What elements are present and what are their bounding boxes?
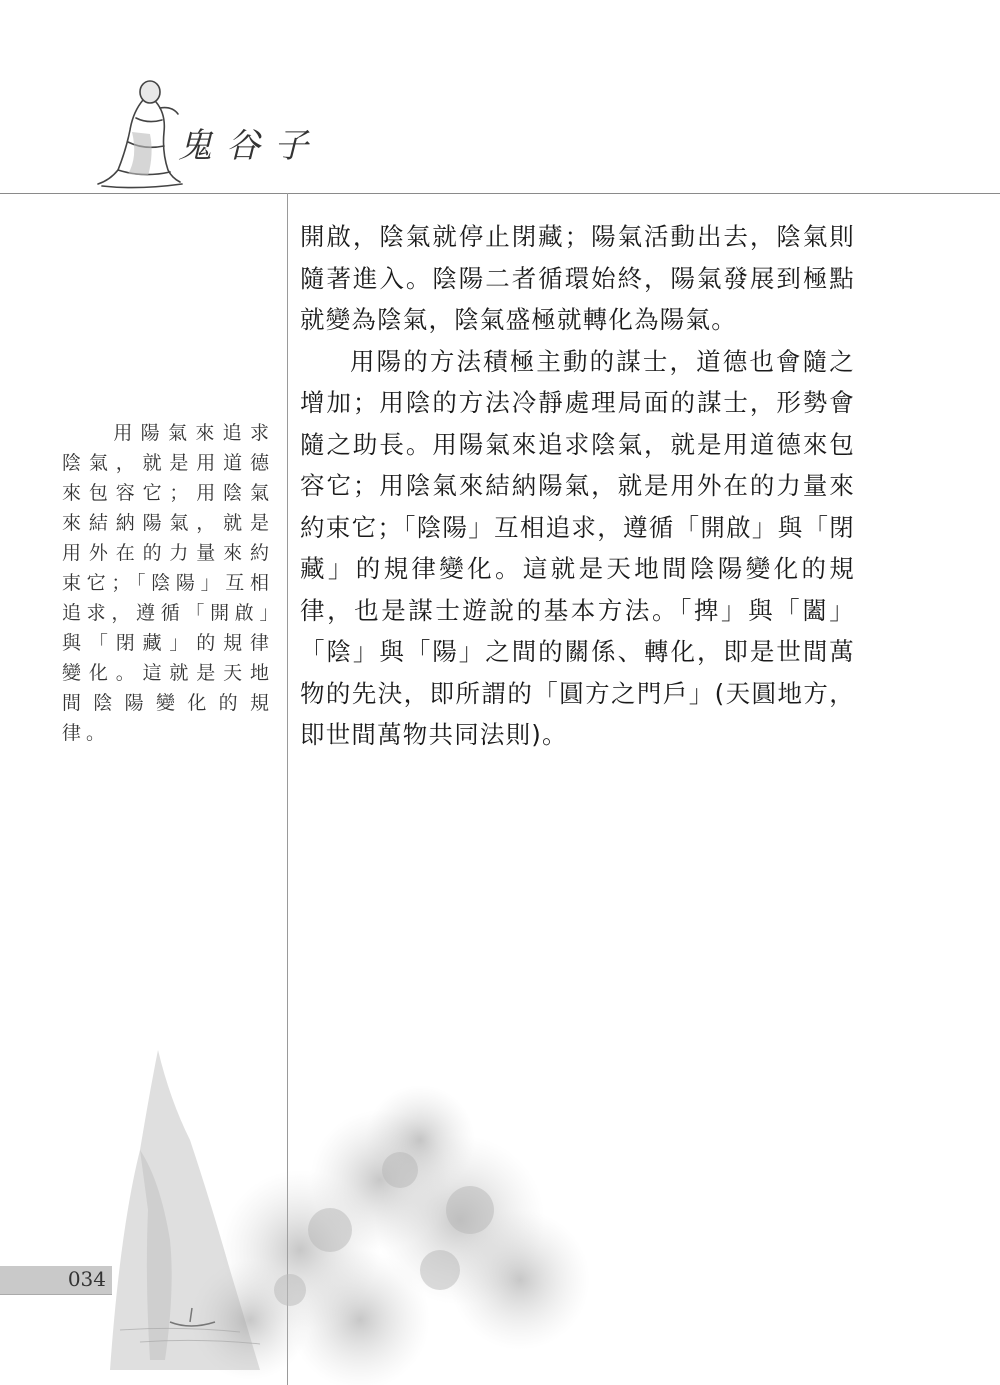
sage-figure-illustration xyxy=(88,62,188,192)
main-body xyxy=(300,216,855,756)
sidebar-note-text: 用陽氣來追求陰氣，就是用道德來包容它；用陰氣來結納陽氣，就是用外在的力量來約束它；「陰陽」互相追求，遵循「開啟」與「閉藏」的規律變化。這就是天地間陰陽變化的規律。 xyxy=(62,422,274,744)
tree-cluster xyxy=(190,1085,590,1385)
ink-landscape-painting xyxy=(0,1030,640,1385)
header-divider xyxy=(0,193,1000,194)
body-paragraph-2: 用陽的方法積極主動的謀士，道德也會隨之增加；用陰的方法冷靜處理局面的謀士，形勢會隨之助長。用陽氣來追求陰氣，就是用道德來包容它；用陰氣來結納陽氣，就是用外在的力量來約束它；「陰陽」互相追求，遵循「開啟」與「閉藏」的規律變化。這就是天地間陰陽變化的規律，也是謀士遊說的基本方法。「捭」與「闔」「陰」與「陽」之間的關係、轉化，即是世間萬物的先決，即所謂的「圓方之門戶」(天圓地方，即世間萬物共同法則)。 xyxy=(300,346,855,749)
book-title: 鬼谷子 xyxy=(178,126,322,166)
page-number-tab xyxy=(0,1266,112,1295)
page-number: 034 xyxy=(67,1267,106,1291)
body-paragraph-1: 開啟，陰氣就停止閉藏；陽氣活動出去，陰氣則隨著進入。陰陽二者循環始終，陽氣發展到極點就變為陰氣，陰氣盛極就轉化為陽氣。 xyxy=(300,222,855,334)
sidebar-note xyxy=(62,418,274,748)
